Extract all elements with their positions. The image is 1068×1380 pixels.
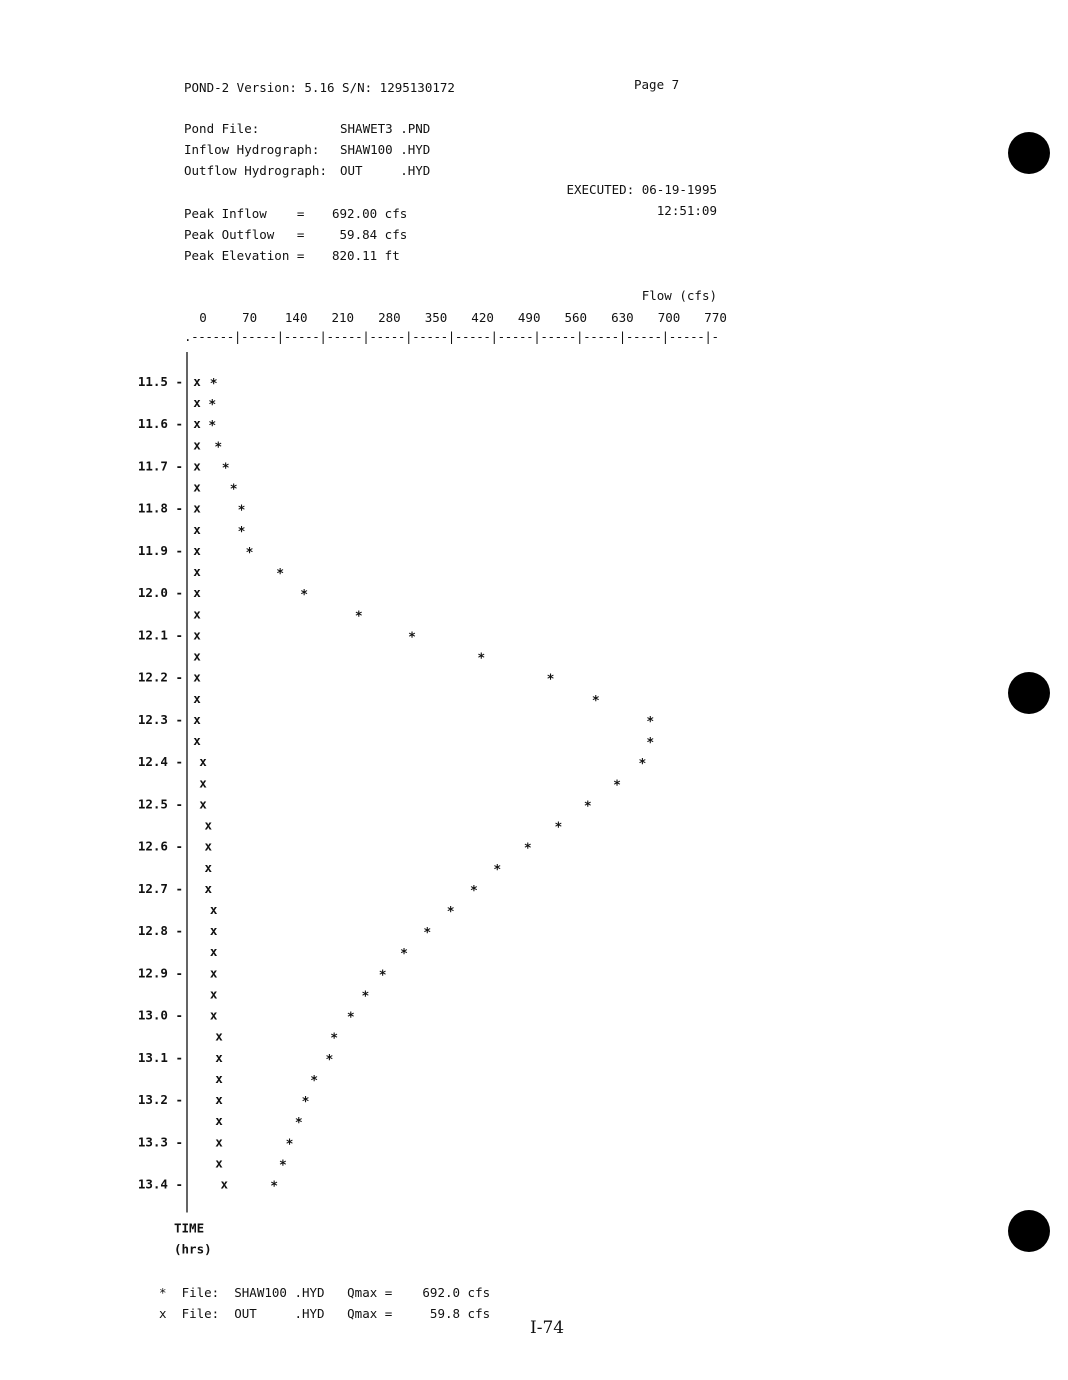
y-tick-label: 11.5 - xyxy=(137,374,183,389)
document-page-code: I-74 xyxy=(530,1318,565,1338)
x-tick-label: 630 xyxy=(611,310,634,325)
outflow-point: x xyxy=(193,395,201,411)
outflow-point: x xyxy=(193,500,201,516)
outflow-point: x xyxy=(193,669,201,685)
y-tick-label: 11.7 - xyxy=(137,458,183,474)
y-tick-label: 12.6 - xyxy=(137,838,183,854)
y-tick-label: 13.4 - xyxy=(137,1176,183,1192)
x-tick-label: 140 xyxy=(284,310,308,325)
outflow-point: x xyxy=(209,902,218,917)
x-tick-label: 350 xyxy=(424,310,448,325)
outflow-point: x xyxy=(193,458,201,474)
inflow-point: * xyxy=(523,841,532,857)
y-tick-label: 12.5 - xyxy=(137,796,183,812)
x-tick-label: 280 xyxy=(378,310,401,325)
outflow-point: x xyxy=(193,585,201,601)
inflow-point: * xyxy=(354,609,363,625)
outflow-point: x xyxy=(209,1007,218,1023)
pond-file-value: SHAWET3 .PND xyxy=(340,121,431,136)
legend-inflow: * File: SHAW100 .HYD Qmax = 692.0 cfs xyxy=(159,1285,491,1300)
y-tick-label: 12.3 - xyxy=(137,711,183,727)
x-tick-label: 210 xyxy=(331,310,355,325)
y-tick-label: 12.8 - xyxy=(137,923,183,939)
inflow-point: * xyxy=(209,377,218,392)
inflow-point: * xyxy=(646,714,655,730)
outflow-point: x xyxy=(193,733,201,749)
y-tick-label: 12.9 - xyxy=(137,965,183,981)
inflow-point: * xyxy=(446,905,455,920)
outflow-point: x xyxy=(193,374,201,389)
outflow-point: x xyxy=(215,1134,223,1150)
version-line: POND-2 Version: 5.16 S/N: 1295130172 xyxy=(184,80,455,95)
inflow-point: * xyxy=(346,1010,355,1026)
inflow-point: * xyxy=(214,440,223,456)
x-tick-label: 770 xyxy=(704,310,727,325)
inflow-point: * xyxy=(583,799,592,815)
x-tick-label: 700 xyxy=(657,310,681,325)
outflow-point: x xyxy=(215,1155,223,1171)
outflow-point: x xyxy=(215,1070,223,1086)
inflow-point: * xyxy=(310,1073,319,1089)
y-tick-label: 12.1 - xyxy=(137,627,183,643)
inflow-point: * xyxy=(325,1052,334,1068)
inflow-point: * xyxy=(229,482,238,498)
inflow-point: * xyxy=(400,947,408,963)
inflow-point: * xyxy=(493,862,502,878)
x-tick-label: 490 xyxy=(517,310,541,325)
outflow-point: x xyxy=(193,648,201,664)
outflow-point: x xyxy=(204,838,213,854)
inflow-point: * xyxy=(278,1158,287,1174)
executed-date: EXECUTED: 06-19-1995 xyxy=(566,182,717,197)
inflow-point: * xyxy=(270,1179,279,1195)
inflow-point: * xyxy=(245,545,254,561)
outflow-point: x xyxy=(193,521,201,537)
page-number: Page 7 xyxy=(634,77,680,92)
plot-marks xyxy=(193,374,654,1195)
inflow-point: * xyxy=(470,883,478,899)
outflow-point: x xyxy=(220,1176,229,1192)
outflow-point: x xyxy=(199,775,207,791)
y-tick-label: 11.9 - xyxy=(137,542,183,558)
inflow-point: * xyxy=(208,398,217,414)
executed-time: 12:51:09 xyxy=(656,203,717,218)
inflow-point: * xyxy=(613,778,621,794)
inflow-hydrograph-value: SHAW100 .HYD xyxy=(340,142,431,157)
outflow-point: x xyxy=(215,1092,223,1108)
inflow-point: * xyxy=(591,693,600,709)
peak-outflow-label: Peak Outflow = xyxy=(184,227,305,242)
inflow-point: * xyxy=(285,1137,294,1153)
inflow-point: * xyxy=(554,820,563,836)
inflow-point: * xyxy=(646,736,655,752)
outflow-point: x xyxy=(204,817,213,833)
outflow-point: x xyxy=(193,711,201,727)
y-axis-title-line1: TIME xyxy=(174,1220,205,1236)
outflow-point: x xyxy=(209,965,218,981)
outflow-point: x xyxy=(193,416,201,432)
y-tick-label: 12.2 - xyxy=(137,669,183,685)
outflow-point: x xyxy=(193,606,201,622)
y-tick-label: 13.1 - xyxy=(137,1049,183,1065)
y-tick-label: 12.4 - xyxy=(137,754,183,770)
outflow-point: x xyxy=(209,986,218,1002)
outflow-point: x xyxy=(209,944,218,960)
y-tick-label: 11.6 - xyxy=(137,416,183,432)
x-tick-label: 70 xyxy=(242,310,258,325)
inflow-point: * xyxy=(237,503,246,519)
inflow-point: * xyxy=(378,968,387,984)
outflow-point: x xyxy=(215,1113,223,1129)
inflow-point: * xyxy=(208,419,217,435)
inflow-point: * xyxy=(300,588,309,604)
y-tick-label: 12.7 - xyxy=(137,880,183,896)
peak-inflow-value: 692.00 cfs xyxy=(332,206,408,221)
y-axis-title-line2: (hrs) xyxy=(174,1241,212,1257)
legend-outflow: x File: OUT .HYD Qmax = 59.8 cfs xyxy=(159,1306,491,1321)
pond-file-label: Pond File: xyxy=(184,121,260,136)
y-tick-label: 13.3 - xyxy=(137,1134,183,1150)
outflow-point: x xyxy=(215,1049,223,1065)
inflow-point: * xyxy=(408,630,416,646)
outflow-hydrograph-label: Outflow Hydrograph: xyxy=(184,163,327,178)
outflow-point: x xyxy=(193,479,201,495)
outflow-point: x xyxy=(193,542,201,558)
inflow-point: * xyxy=(423,926,432,942)
inflow-point: * xyxy=(301,1095,310,1111)
x-axis-line: .------|-----|-----|-----|-----|-----|-----|-----|-----|-----|-----|-----|- xyxy=(184,329,719,344)
outflow-point: x xyxy=(193,437,201,453)
peak-elevation-value: 820.11 ft xyxy=(332,248,400,263)
x-tick-label: 560 xyxy=(564,310,588,325)
inflow-point: * xyxy=(546,672,555,688)
x-tick-label: 420 xyxy=(471,310,494,325)
inflow-point: * xyxy=(237,524,246,540)
inflow-point: * xyxy=(294,1116,303,1132)
y-tick-label: 13.0 - xyxy=(137,1007,183,1023)
outflow-point: x xyxy=(209,923,218,939)
outflow-hydrograph-value: OUT .HYD xyxy=(340,163,431,178)
x-axis-title: Flow (cfs) xyxy=(641,288,717,303)
peak-elevation-label: Peak Elevation = xyxy=(184,248,305,263)
peak-outflow-value: 59.84 cfs xyxy=(332,227,408,242)
outflow-point: x xyxy=(199,754,207,770)
inflow-point: * xyxy=(330,1031,339,1047)
y-tick-label: 13.2 - xyxy=(137,1092,183,1108)
outflow-point: x xyxy=(193,564,201,580)
inflow-point: * xyxy=(638,757,647,773)
outflow-point: x xyxy=(193,627,201,643)
inflow-point: * xyxy=(221,461,230,477)
outflow-point: x xyxy=(204,859,213,875)
inflow-point: * xyxy=(477,651,486,667)
outflow-point: x xyxy=(193,690,201,706)
inflow-point: * xyxy=(361,989,370,1005)
inflow-hydrograph-label: Inflow Hydrograph: xyxy=(184,142,320,157)
plot-axes xyxy=(138,288,727,1257)
peak-inflow-label: Peak Inflow = xyxy=(184,206,305,221)
x-tick-label: 0 xyxy=(199,310,207,325)
outflow-point: x xyxy=(204,880,213,896)
inflow-point: * xyxy=(276,567,285,583)
y-tick-label: 12.0 - xyxy=(137,585,183,601)
outflow-point: x xyxy=(199,796,207,812)
y-tick-label: 11.8 - xyxy=(137,500,183,516)
outflow-point: x xyxy=(215,1028,223,1044)
